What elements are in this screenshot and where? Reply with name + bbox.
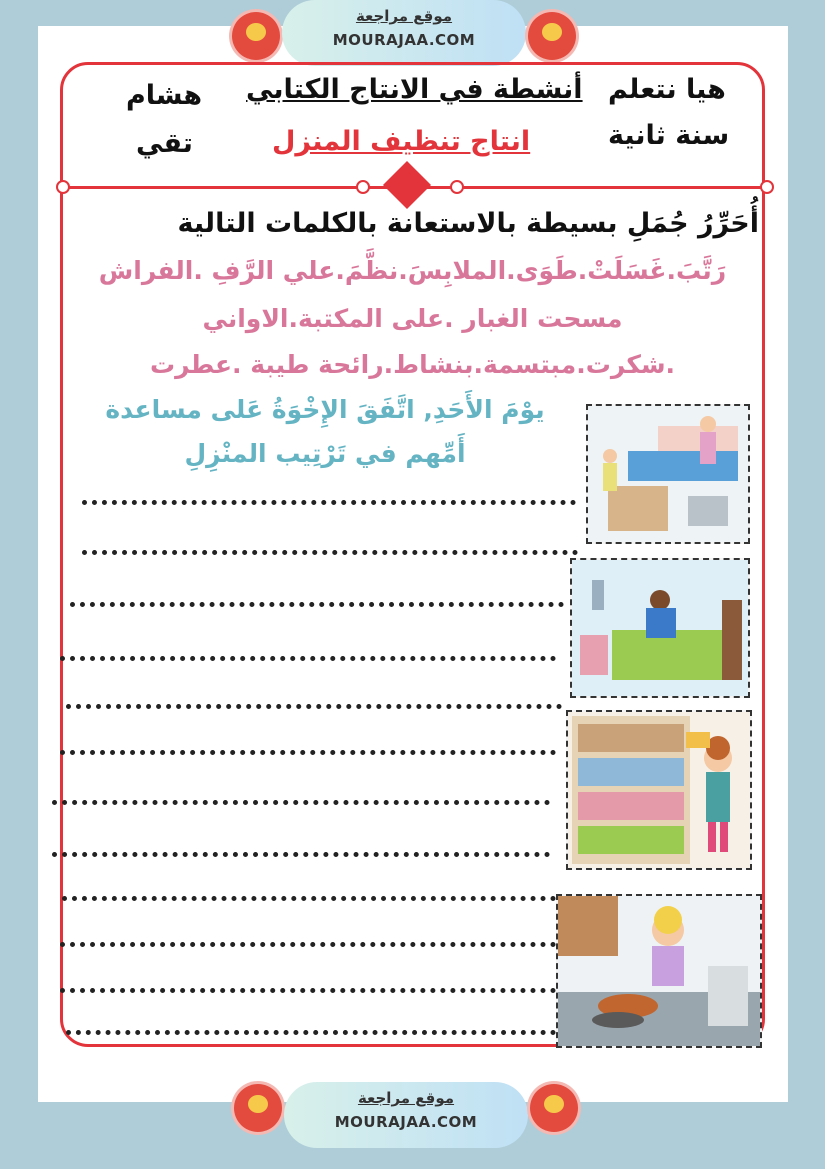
writing-line[interactable] <box>66 1030 556 1035</box>
dish-washing-icon <box>556 894 762 1048</box>
series-label: هيا نتعلم <box>608 74 726 105</box>
writing-line[interactable] <box>70 602 564 607</box>
bedroom-tidying-icon <box>586 404 750 544</box>
site-badge-top[interactable] <box>282 0 526 66</box>
instruction: أُحَرِّرُ جُمَلِ بسيطة بالاستعانة بالكلمات التالية <box>177 208 759 239</box>
writing-line[interactable] <box>82 500 576 505</box>
site-name-en: MOURAJAA.COM <box>332 31 476 49</box>
logo-seal-icon <box>528 12 576 60</box>
topic-title: انتاج تنظيف المنزل <box>272 126 531 157</box>
divider-dot-icon <box>760 180 774 194</box>
story-intro-line-2: أَمِّهم في تَرْتِيب المنْزِلِ <box>184 439 466 468</box>
word-bank-line-2: مسحت الغبار .على المكتبة.الاواني <box>202 304 623 333</box>
writing-line[interactable] <box>62 896 556 901</box>
logo-seal-icon <box>232 12 280 60</box>
site-name-en: MOURAJAA.COM <box>334 1113 478 1131</box>
writing-line[interactable] <box>52 800 550 805</box>
site-name-ar: موقع مراجعة <box>357 1089 455 1107</box>
bookshelf-dusting-icon <box>566 710 752 870</box>
writing-line[interactable] <box>60 656 556 661</box>
teacher-name-2: تقي <box>136 128 193 159</box>
writing-line[interactable] <box>52 852 550 857</box>
writing-line[interactable] <box>60 750 556 755</box>
divider-dot-icon <box>356 180 370 194</box>
word-bank-line-3: .شكرت.مبتسمة.بنشاط.رائحة طيبة .عطرت <box>149 350 676 379</box>
subject-title: أنشطة في الانتاج الكتابي <box>246 74 583 105</box>
writing-line[interactable] <box>66 704 562 709</box>
logo-seal-icon <box>530 1084 578 1132</box>
site-badge-bottom[interactable] <box>284 1082 528 1148</box>
divider-dot-icon <box>450 180 464 194</box>
word-bank-line-1: رَتَّبَ.غَسَلَتْ.طَوَى.الملابِسَ.نظَّمَ.علي الرَّفِ .الفراش <box>98 256 727 285</box>
writing-line[interactable] <box>82 550 578 555</box>
story-intro <box>65 388 585 476</box>
writing-line[interactable] <box>60 988 556 993</box>
logo-seal-icon <box>234 1084 282 1132</box>
teacher-name-1: هشام <box>126 80 203 111</box>
site-name-ar: موقع مراجعة <box>355 7 453 25</box>
writing-line[interactable] <box>60 942 556 947</box>
story-intro-line-1: يوْمَ الأَحَدِ, اتَّفَقَ الإِخْوَةُ عَلى مساعدة <box>105 395 545 424</box>
grade-label: سنة ثانية <box>608 120 730 151</box>
bed-making-icon <box>570 558 750 698</box>
divider-dot-icon <box>56 180 70 194</box>
